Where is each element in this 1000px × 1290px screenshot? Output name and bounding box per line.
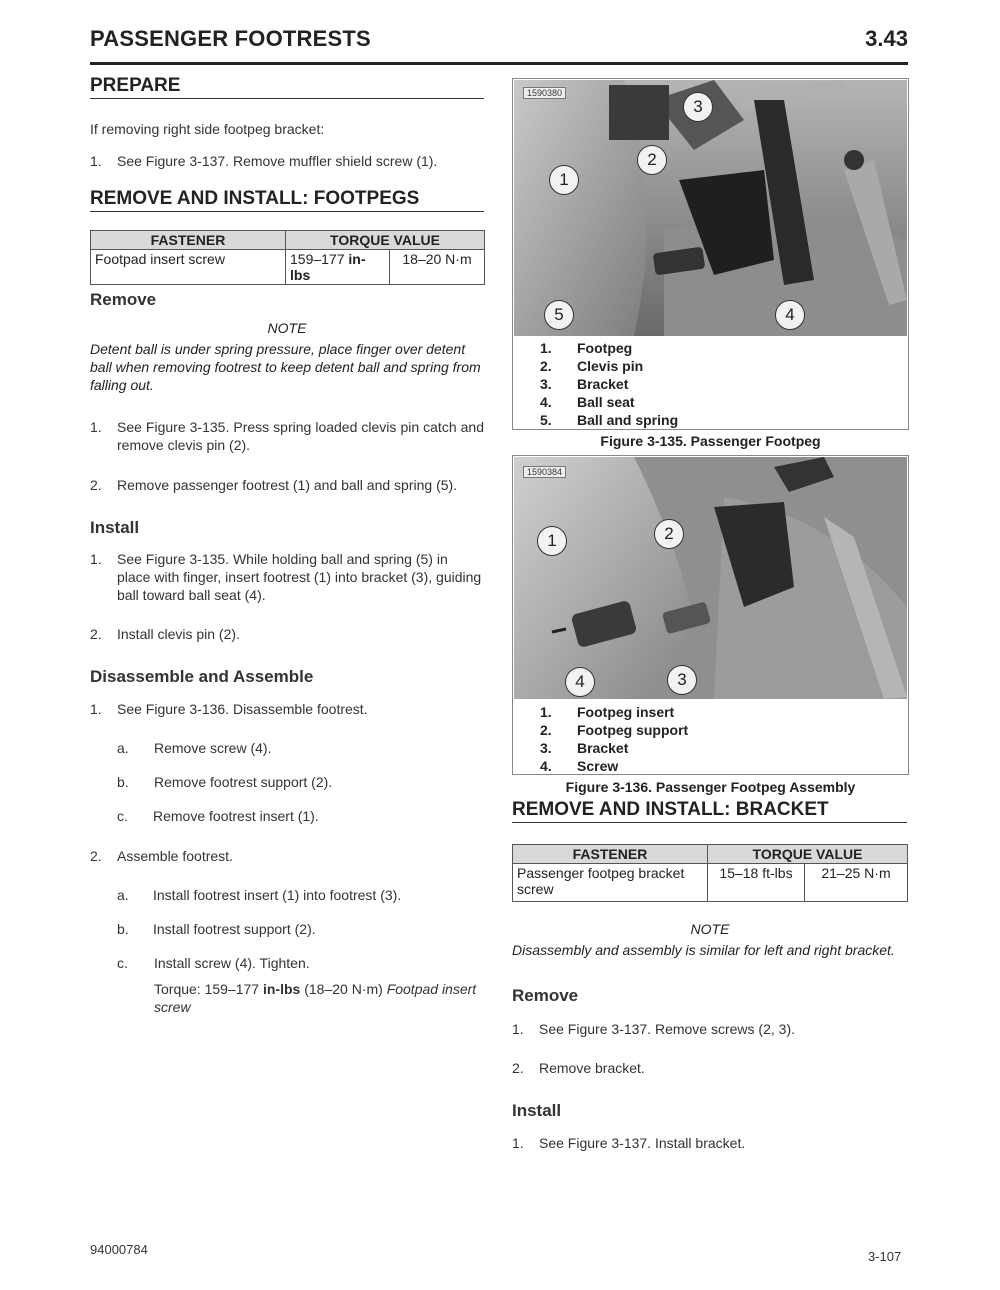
- footpegs-heading: REMOVE AND INSTALL: FOOTPEGS: [90, 188, 484, 212]
- figure-3-136-caption: Figure 3-136. Passenger Footpeg Assembly: [565, 779, 856, 795]
- callout-3: 3: [683, 92, 713, 122]
- bracket-heading: REMOVE AND INSTALL: BRACKET: [512, 799, 907, 823]
- legend-item: 2. Footpeg support: [540, 722, 689, 738]
- footpeg-assembly-photo: [514, 457, 907, 699]
- note-heading: NOTE: [267, 320, 307, 336]
- legend-item: 4. Screw: [540, 758, 619, 774]
- footpeg-assembly-illustration: [514, 457, 907, 699]
- figure-legend: [540, 339, 678, 429]
- step-number: 1.: [90, 153, 102, 169]
- page-title: PASSENGER FOOTRESTS: [90, 26, 371, 51]
- legend-item: 3. Bracket: [540, 376, 629, 392]
- fastener-cell: Passenger footpeg bracket screw: [513, 864, 708, 902]
- page-number: 3-107: [868, 1249, 902, 1264]
- prepare-intro: If removing right side footpeg bracket:: [90, 121, 325, 137]
- legend-item: 1. Footpeg insert: [540, 704, 675, 720]
- note-body: Disassembly and assembly is similar for left and right bracket.: [512, 942, 895, 958]
- legend-item: 5. Ball and spring: [540, 412, 679, 428]
- callout-2: 2: [654, 519, 684, 549]
- fastener-cell: Footpad insert screw: [91, 250, 286, 285]
- figure-3-135: [512, 78, 909, 430]
- sub-step-1c: c. Remove footrest insert (1).: [117, 808, 319, 824]
- document-number: 94000784: [90, 1242, 148, 1257]
- step-text: See Figure 3-137. Remove muffler shield screw (1).: [117, 153, 438, 169]
- assemble-step-2: 2. Assemble footrest.: [90, 848, 233, 864]
- callout-4: 4: [775, 300, 805, 330]
- callout-3: 3: [667, 665, 697, 695]
- sub-step-2b: b. Install footrest support (2).: [117, 921, 316, 937]
- title-rule: [90, 62, 908, 65]
- col-torque: TORQUE VALUE: [286, 231, 485, 250]
- footpeg-photo: [514, 80, 907, 336]
- figure-legend: [540, 703, 688, 775]
- bracket-install-heading: Install: [512, 1101, 562, 1120]
- col-fastener: FASTENER: [513, 845, 708, 864]
- remove-heading: Remove: [90, 290, 157, 309]
- bracket-remove-step-1: 1. See Figure 3-137. Remove screws (2, 3).: [512, 1021, 795, 1037]
- legend-item: 2. Clevis pin: [540, 358, 644, 374]
- metric-cell: 21–25 N·m: [805, 864, 908, 902]
- footpeg-illustration: [514, 80, 907, 336]
- figure-3-136: [512, 455, 909, 775]
- prepare-step-1: [90, 152, 484, 170]
- note-body: Detent ball is under spring pressure, place finger over detent ball when removing footrest to keep detent ball and spring from falling out.: [90, 341, 481, 393]
- col-fastener: FASTENER: [91, 231, 286, 250]
- legend-item: 4. Ball seat: [540, 394, 635, 410]
- remove-step-1: 1. See Figure 3-135. Press spring loaded clevis pin catch and remove clevis pin (2).: [90, 419, 484, 453]
- callout-2: 2: [637, 145, 667, 175]
- prepare-heading: PREPARE: [90, 75, 484, 99]
- callout-4: 4: [565, 667, 595, 697]
- legend-item: 1. Footpeg: [540, 340, 633, 356]
- bracket-remove-heading: Remove: [512, 986, 579, 1005]
- bracket-install-step-1: 1. See Figure 3-137. Install bracket.: [512, 1135, 746, 1151]
- install-step-1: 1. See Figure 3-135. While holding ball and spring (5) in place with finger, insert footrest (1) into bracket (3), guiding ball toward ball seat (4).: [90, 551, 482, 603]
- disassemble-heading: Disassemble and Assemble: [90, 667, 314, 686]
- figure-id-label: 1590380: [523, 87, 566, 99]
- footpeg-torque-table: [90, 230, 485, 285]
- imperial-cell: 159–177 in-lbs: [286, 250, 390, 285]
- figure-id-label: 1590384: [523, 466, 566, 478]
- install-heading: Install: [90, 518, 140, 537]
- sub-step-2a: a. Install footrest insert (1) into footrest (3).: [117, 887, 402, 903]
- legend-item: 3. Bracket: [540, 740, 629, 756]
- figure-3-135-caption: Figure 3-135. Passenger Footpeg: [600, 433, 821, 449]
- note-heading: NOTE: [690, 921, 730, 937]
- remove-step-2: 2. Remove passenger footrest (1) and ball and spring (5).: [90, 477, 458, 493]
- imperial-cell: 15–18 ft-lbs: [708, 864, 805, 902]
- metric-cell: 18–20 N·m: [390, 250, 485, 285]
- section-number: 3.43: [865, 26, 908, 51]
- col-torque: TORQUE VALUE: [708, 845, 908, 864]
- sub-step-2c: c. Install screw (4). Tighten.: [117, 955, 310, 971]
- disassemble-step-1: 1. See Figure 3-136. Disassemble footrest.: [90, 701, 368, 717]
- bracket-torque-table: [512, 844, 908, 902]
- callout-1: 1: [549, 165, 579, 195]
- install-step-2: 2. Install clevis pin (2).: [90, 626, 240, 642]
- callout-1: 1: [537, 526, 567, 556]
- sub-step-1b: b. Remove footrest support (2).: [117, 774, 333, 790]
- sub-step-1a: a. Remove screw (4).: [117, 740, 272, 756]
- callout-5: 5: [544, 300, 574, 330]
- torque-spec: Torque: 159–177 in-lbs (18–20 N·m) Footpad insert screw: [154, 981, 477, 1015]
- bracket-remove-step-2: 2. Remove bracket.: [512, 1060, 645, 1076]
